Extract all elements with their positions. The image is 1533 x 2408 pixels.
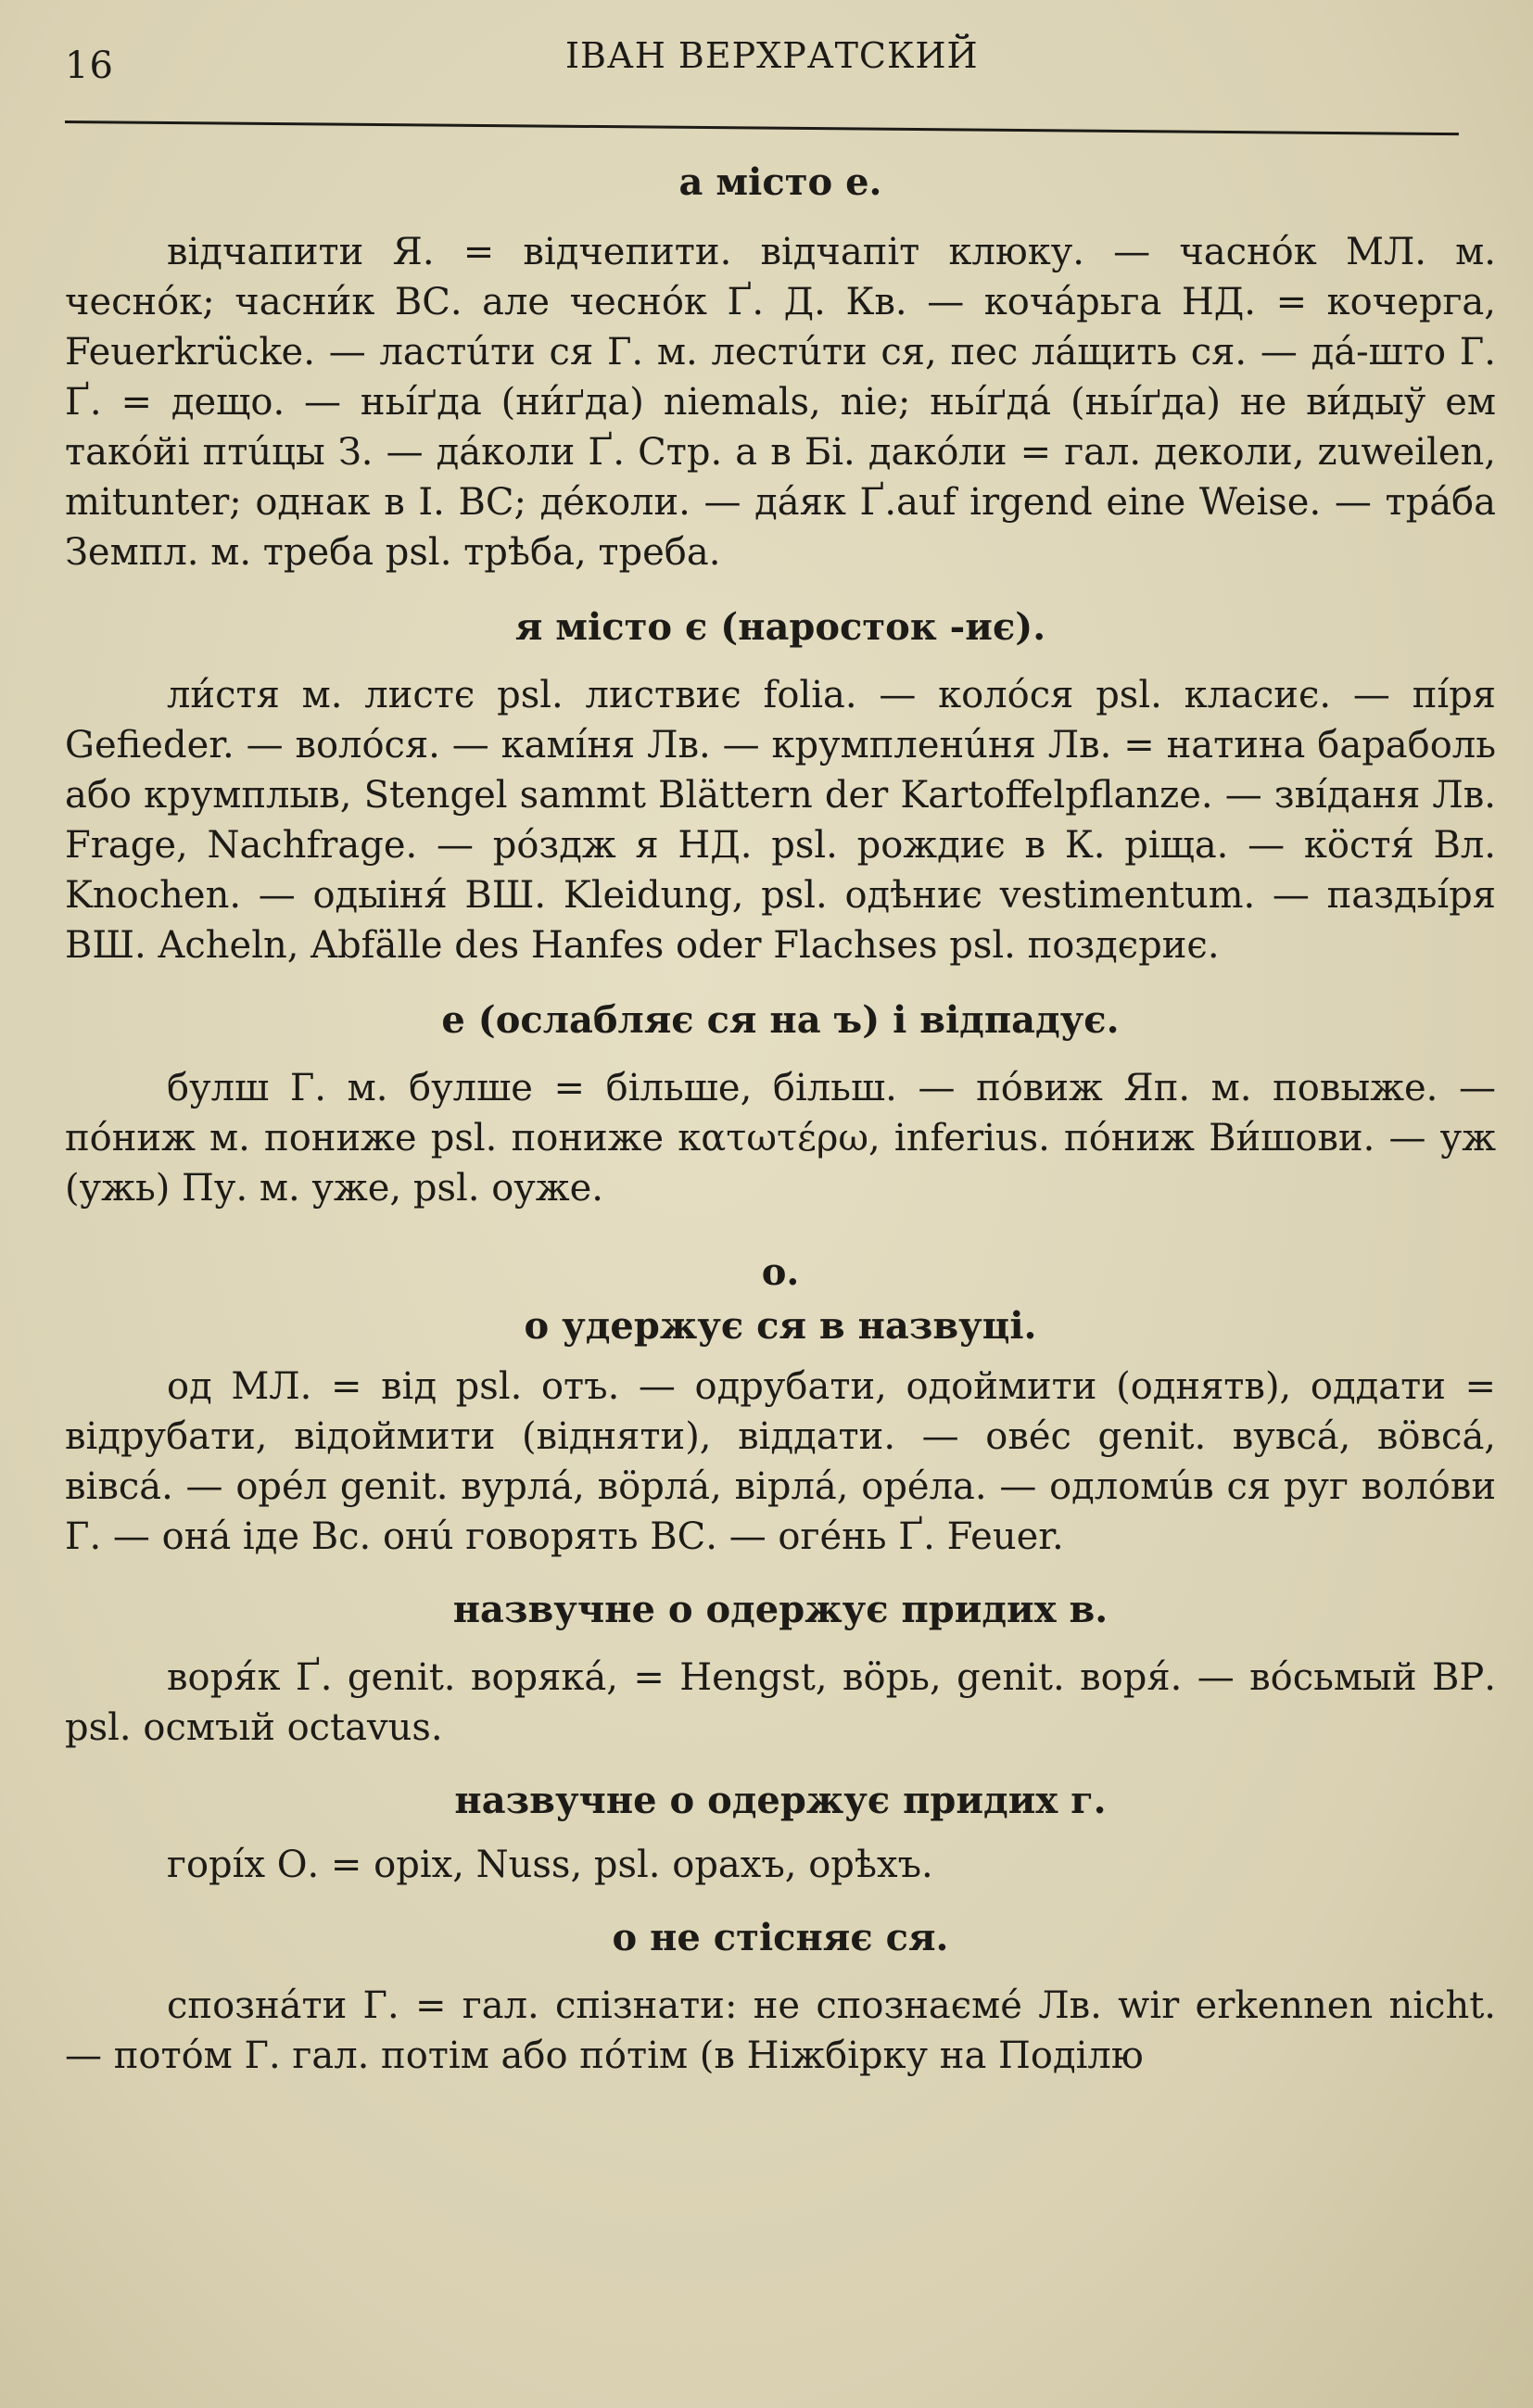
section-text: ли́стя м. листє psl. листвиє folia. — колóся psl. класиє. — пíря Gefieder. — волóся. — камíня Лв. — крумпленúня Лв. = натина бараболь або крумплыв, Stengel sammt Blättern der Kartoffelpflanze. — звíданя Лв. Frage, Nachfrage. — рóздж я НД. psl. рождиє в К. ріща. — кöстя́ Вл. Knochen. — одыіня́ ВШ. Kleidung, psl. одѣниє vestimentum. — паздьíря ВШ. Acheln, Abfälle des Hanfes oder Flachses psl. поздєриє. — [65, 674, 1496, 967]
section-heading: о удержує ся в назвуці. — [524, 1304, 1037, 1348]
section-heading: а місто е. — [678, 160, 882, 204]
section-text: булш Г. м. булше = більше, більш. — пóвиж Яп. м. повыже. — пóниж м. пониже psl. пониже κατωτέρω, inferius. пóниж Ви́шови. — уж (ужь) Пу. м. уже, psl. оуже. — [65, 1067, 1496, 1210]
section-heading: о. — [761, 1250, 800, 1294]
section-heading: назвучне о одержує придих в. — [452, 1588, 1109, 1631]
section-text: од МЛ. = від psl. отъ. — одрубати, одоймити (однятв), оддати = відрубати, відоймити (відняти), віддати. — овéс genit. вувсá, вöвсá, вівсá. — орéл genit. вурлá, вöрлá, вірлá, орéла. — одломúв ся руг волóви Г. — онá іде Вс. онú говорять ВС. — огéнь Ґ. Feuer. — [65, 1365, 1496, 1558]
section-text: відчапити Я. = відчепити. відчапіт клюку. — часнóк МЛ. м. чеснóк; часни́к ВС. але чеснóк Ґ. Д. Кв. — кочáрьга НД. = кочерга, Feuerkrücke. — ластúти ся Г. м. лестúти ся, пес лáщить ся. — дá-што Г. Ґ. = дещо. — ньíґда (ни́ґда) niemals, nie; ньíґдá (ньíґда) не ви́дыў ем такóйі птúцы З. — дáколи Ґ. Стр. а в Бі. дакóли = гал. деколи, zuweilen, mitunter; однак в І. ВС; дéколи. — дáяк Ґ.auf irgend eine Weise. — трáба Земпл. м. треба psl. трѣба, треба. — [65, 231, 1496, 574]
running-title: ІВАН ВЕРХРАТСКИЙ — [565, 35, 979, 76]
page-number: 16 — [65, 44, 114, 87]
running-head — [65, 28, 1496, 85]
section-text: воря́к Ґ. genit. воряка́, = Hengst, вöрь, genit. воря́. — вóсьмый ВР. psl. осмъıй octavus. — [65, 1656, 1496, 1749]
section-heading: о не стісняє ся. — [612, 1916, 949, 1959]
section-heading: я місто є (наросток -иє). — [514, 605, 1046, 649]
section-text: горíх О. = оріх, Nuss, psl. орахъ, орѣхъ. — [167, 1844, 933, 1886]
section-heading: назвучне о одержує придих г. — [454, 1779, 1107, 1822]
section-heading: е (ослабляє ся на ъ) і відпадує. — [441, 998, 1120, 1042]
section-text: спознáти Г. = гал. спізнати: не спознаємé Лв. wir erkennen nicht. — потóм Г. гал. потім або пóтім (в Ніжбірку на Поділю — [65, 1984, 1496, 2077]
